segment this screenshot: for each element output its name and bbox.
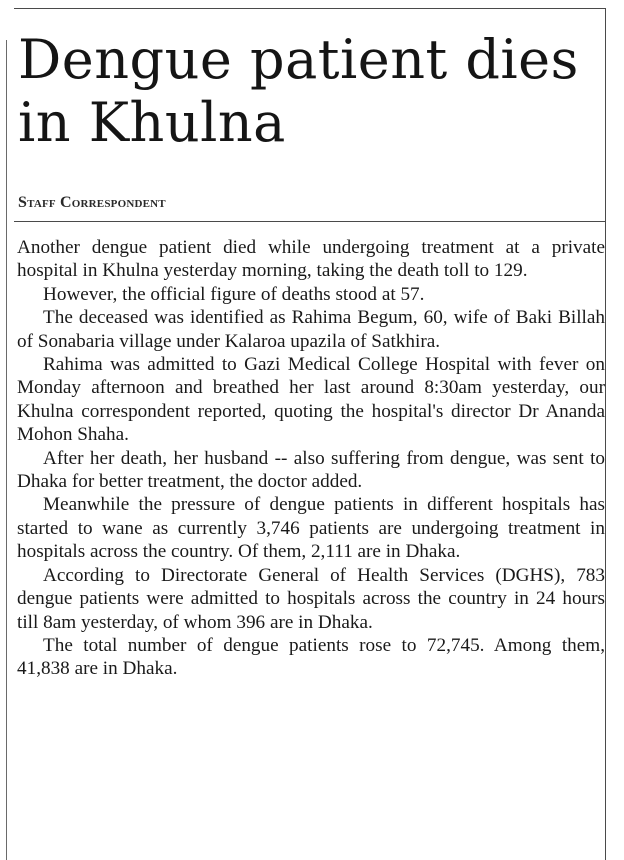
paragraph-5: After her death, her husband -- also suffering from dengue, was sent to Dhaka for better treatment, the doctor added. bbox=[17, 447, 605, 493]
paragraph-3: The deceased was identified as Rahima Begum, 60, wife of Baki Billah of Sonabaria village under Kalaroa upazila of Satkhira. bbox=[17, 307, 605, 352]
right-border-rule bbox=[605, 8, 606, 860]
left-column-rule bbox=[6, 40, 7, 860]
paragraph-4: Rahima was admitted to Gazi Medical College Hospital with fever on Monday afternoon and breathed her last around 8:30am yesterday, our Khulna correspondent reported, quoting the hospital's director Dr Ananda Mohon Shaha. bbox=[17, 354, 605, 446]
top-border-rule bbox=[14, 8, 606, 9]
headline: Dengue patient dies in Khulna bbox=[18, 28, 579, 154]
article-body bbox=[17, 236, 605, 681]
paragraph-6: Meanwhile the pressure of dengue patients in different hospitals has started to wane as currently 3,746 patients are undergoing treatment in hospitals across the country. Of them, 2,111 are in Dhaka. bbox=[17, 494, 605, 563]
byline-divider bbox=[14, 221, 606, 222]
paragraph-7: According to Directorate General of Health Services (DGHS), 783 dengue patients were admitted to hospitals across the country in 24 hours till 8am yesterday, of whom 396 are in Dhaka. bbox=[17, 564, 605, 633]
paragraph-8: The total number of dengue patients rose to 72,745. Among them, 41,838 are in Dhaka. bbox=[17, 634, 605, 680]
paragraph-1: Another dengue patient died while undergoing treatment at a private hospital in Khulna yesterday morning, taking the death toll to 129. bbox=[17, 237, 605, 282]
byline: Staff Correspondent bbox=[18, 194, 166, 211]
paragraph-2: However, the official figure of deaths stood at 57. bbox=[43, 283, 425, 305]
